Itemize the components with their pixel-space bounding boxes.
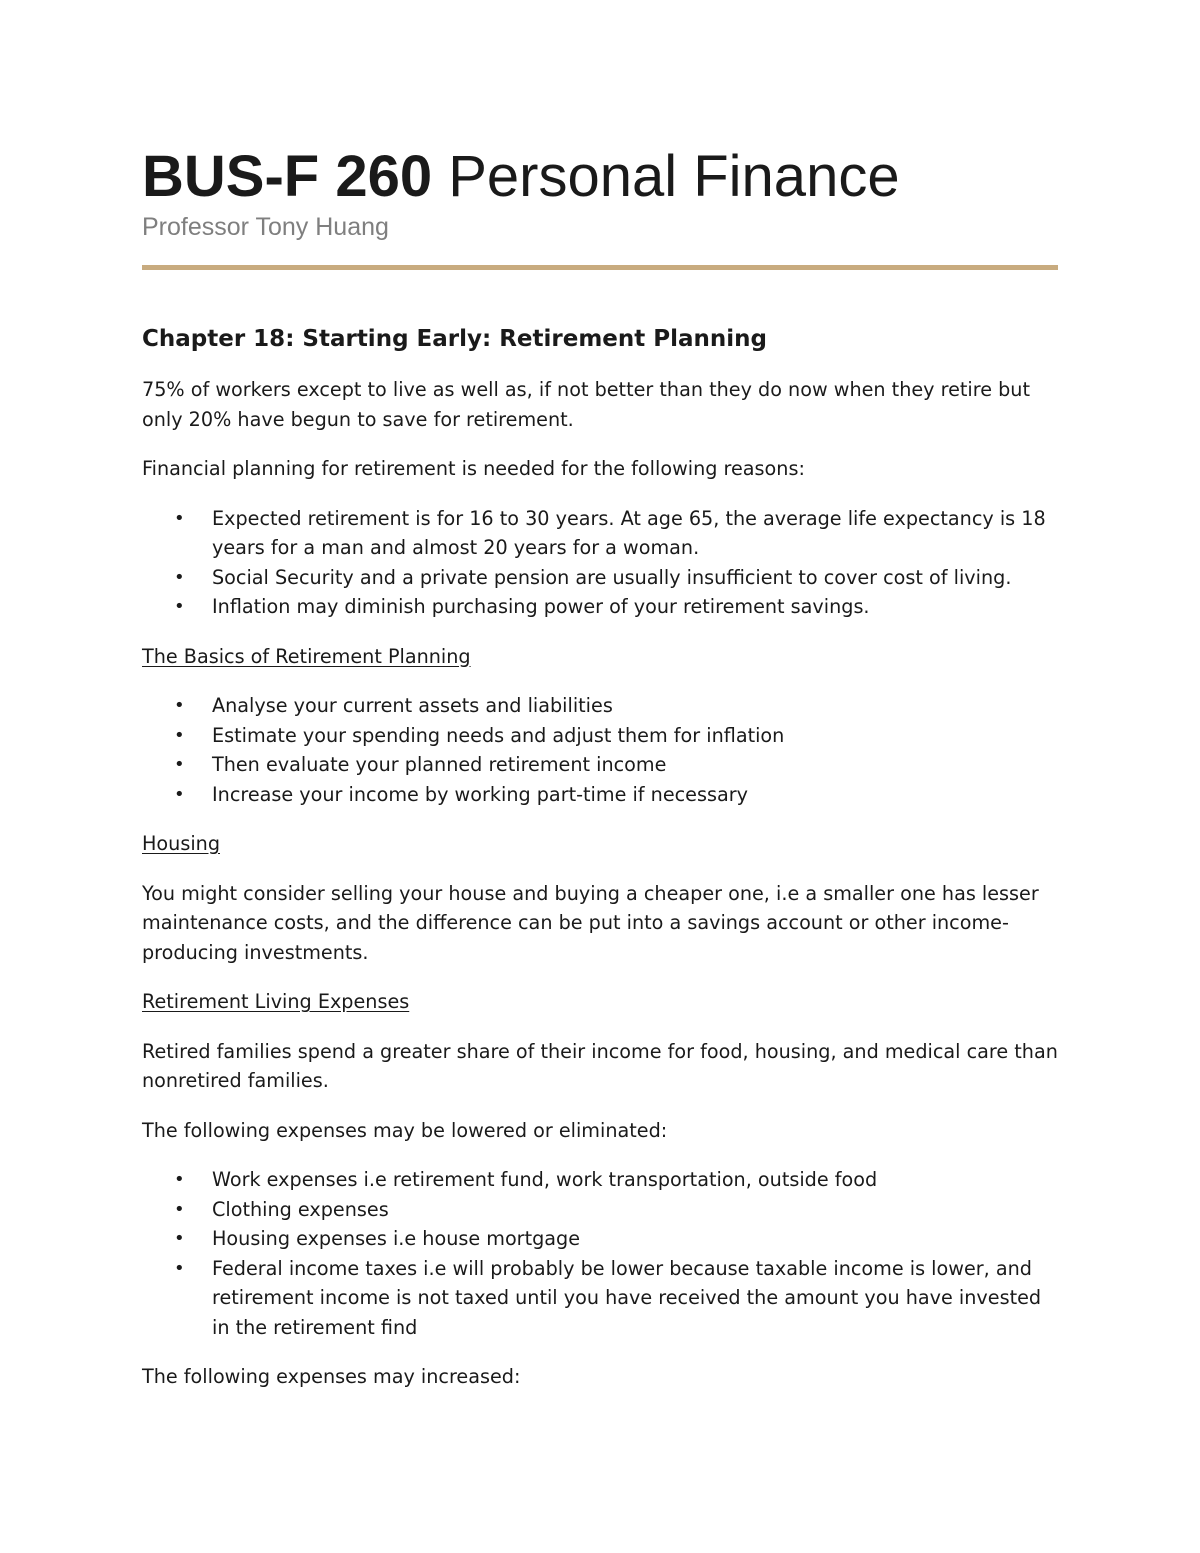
chapter-title: Chapter 18: Starting Early: Retirement Planning xyxy=(142,326,767,352)
reasons-list xyxy=(142,504,1060,622)
course-name: Personal Finance xyxy=(432,144,900,209)
list-item: • Estimate your spending needs and adjust them for inflation xyxy=(142,721,1060,751)
lowered-expenses-lead: The following expenses may be lowered or eliminated: xyxy=(142,1118,668,1142)
list-item: • Federal income taxes i.e will probably be lower because taxable income is lower, and retirement income is not taxed until you have received the amount you have invested in the retirement find xyxy=(142,1254,1060,1343)
list-item: • Housing expenses i.e house mortgage xyxy=(142,1224,1060,1254)
list-item: • Clothing expenses xyxy=(142,1195,1060,1225)
list-item: • Increase your income by working part-time if necessary xyxy=(142,780,1060,810)
reasons-lead: Financial planning for retirement is needed for the following reasons: xyxy=(142,457,805,480)
basics-heading: The Basics of Retirement Planning xyxy=(142,644,471,668)
list-item: • Inflation may diminish purchasing power of your retirement savings. xyxy=(142,592,1060,622)
list-item: • Work expenses i.e retirement fund, work transportation, outside food xyxy=(142,1165,1060,1195)
list-item: • Expected retirement is for 16 to 30 years. At age 65, the average life expectancy is 18 years for a man and almost 20 years for a woman. xyxy=(142,504,1060,563)
housing-heading: Housing xyxy=(142,832,220,855)
course-title xyxy=(142,0,1060,209)
list-item: • Analyse your current assets and liabilities xyxy=(142,691,1060,721)
intro-paragraph: 75% of workers except to live as well as, if not better than they do now when they retire but only 20% have begun to save for retirement. xyxy=(142,378,1030,431)
list-item: • Social Security and a private pension are usually insufficient to cover cost of living. xyxy=(142,563,1060,593)
lowered-expenses-list xyxy=(142,1165,1060,1342)
living-expenses-paragraph: Retired families spend a greater share of their income for food, housing, and medical care than nonretired families. xyxy=(142,1039,1058,1092)
basics-list xyxy=(142,691,1060,809)
professor-name: Professor Tony Huang xyxy=(142,213,389,241)
course-code: BUS-F 260 xyxy=(142,144,433,209)
housing-paragraph: You might consider selling your house and buying a cheaper one, i.e a smaller one has lesser maintenance costs, and the difference can be put into a savings account or other income-producing investments. xyxy=(142,881,1039,964)
header-divider xyxy=(142,265,1058,270)
increased-expenses-lead: The following expenses may increased: xyxy=(142,1365,521,1388)
document-page xyxy=(142,0,1060,1392)
list-item: • Then evaluate your planned retirement income xyxy=(142,750,1060,780)
living-expenses-heading: Retirement Living Expenses xyxy=(142,990,410,1013)
